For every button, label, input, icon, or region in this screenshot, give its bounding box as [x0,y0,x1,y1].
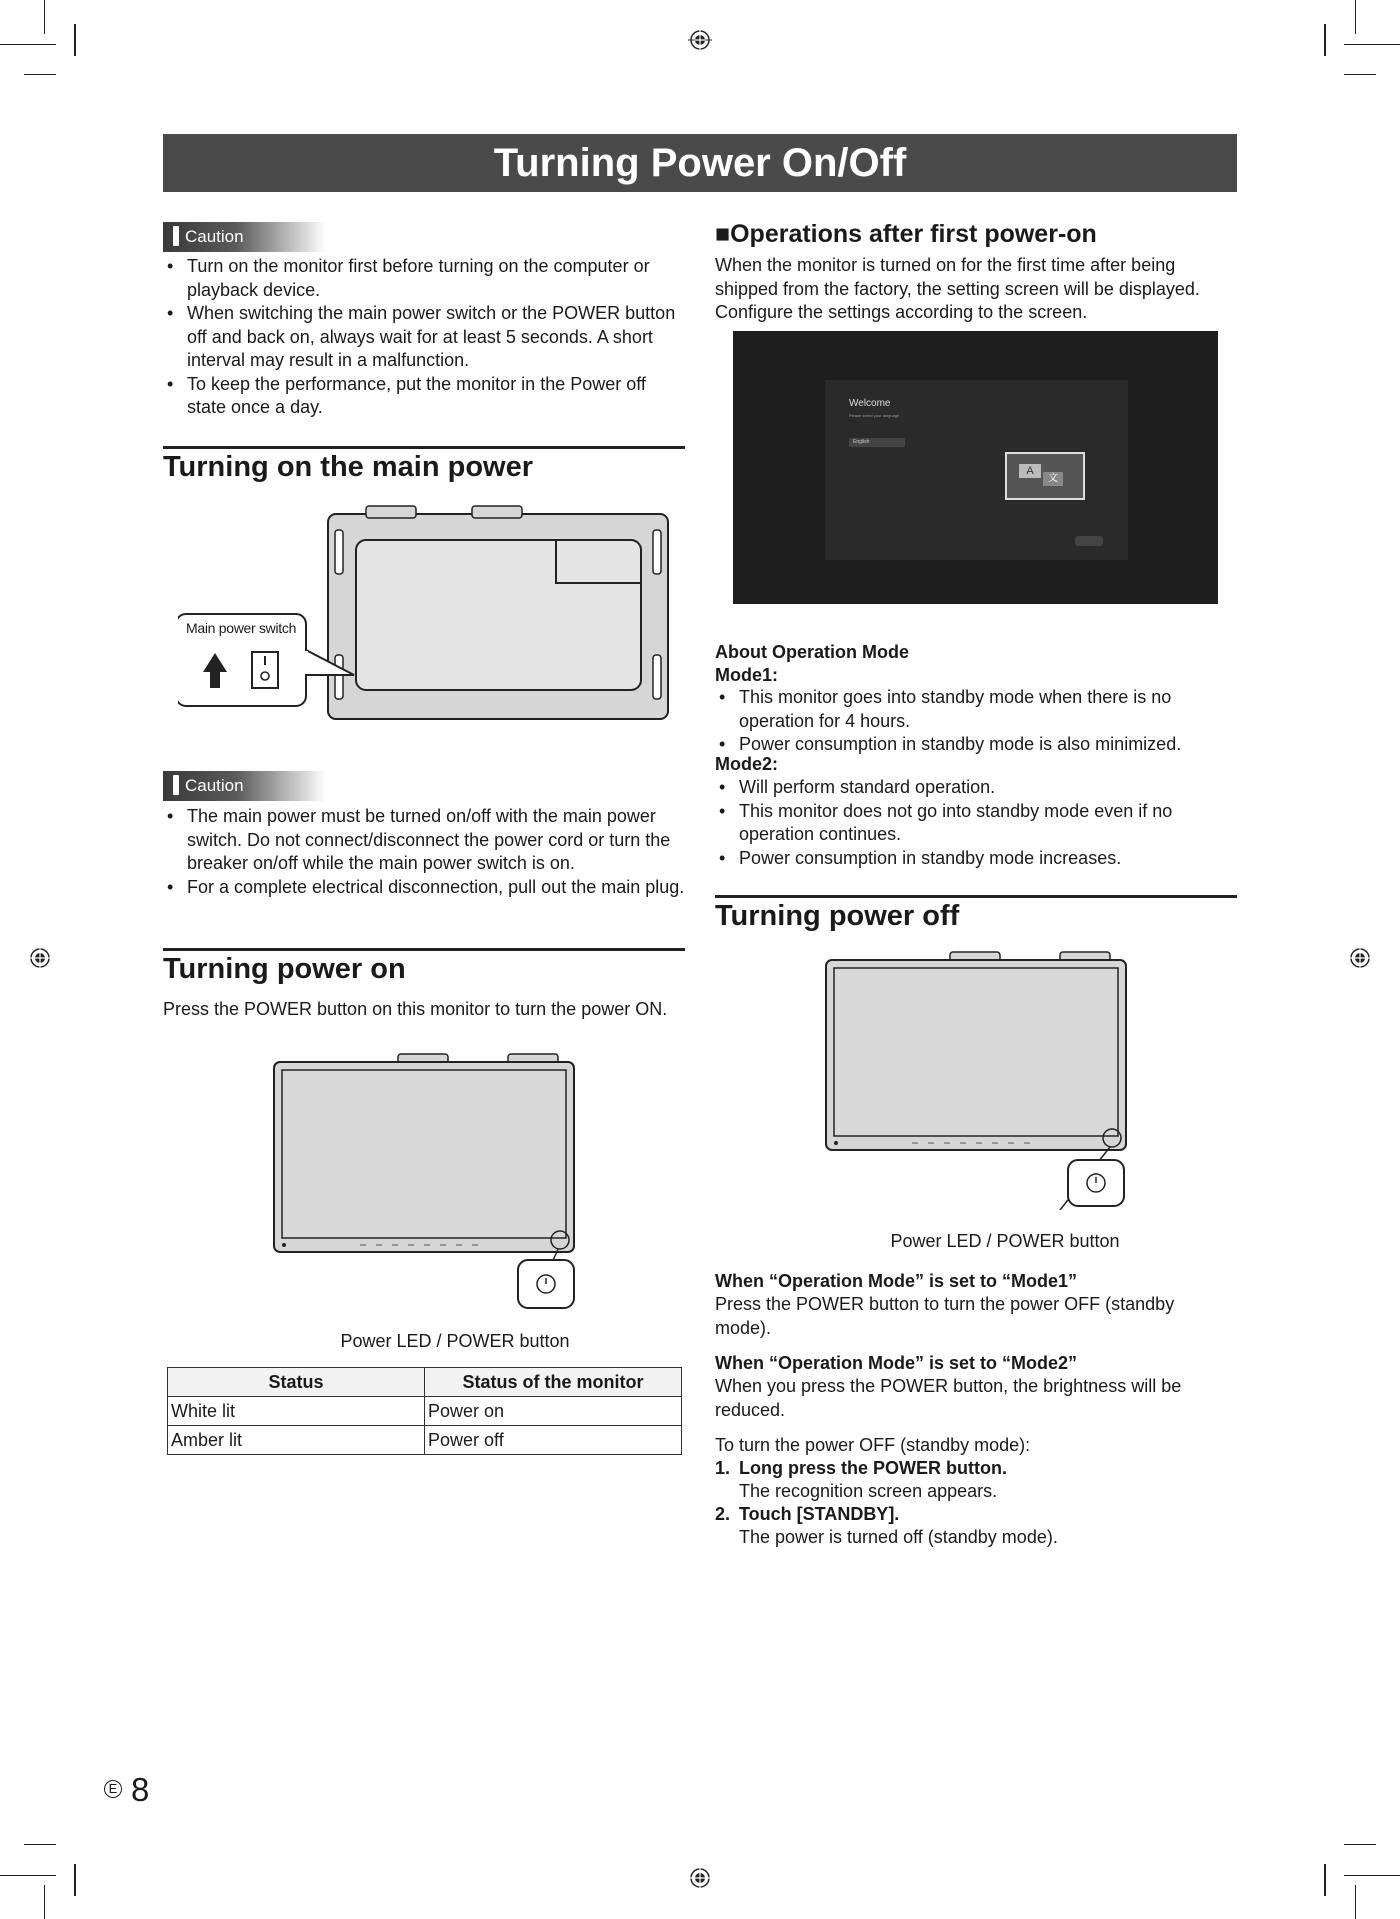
crop-mark [1344,44,1400,45]
table-row [168,1397,682,1426]
crop-mark [0,1875,56,1876]
table-cell: Power off [425,1426,682,1455]
list-item: • The main power must be turned on/off with the main power switch. Do not connect/disconnect the power cord or turn the breaker on/off while the main power switch is on. [163,805,685,876]
crop-mark [74,24,76,56]
setup-dialog [825,380,1128,560]
crop-mark [24,1844,56,1845]
page-title: Turning Power On/Off [163,134,1237,192]
next-button[interactable] [1075,536,1103,546]
crop-mark [0,44,56,45]
region-letter: E [108,1781,118,1796]
table-cell: Amber lit [168,1426,425,1455]
crop-mark [1344,1844,1376,1845]
language-select[interactable] [849,438,905,447]
crop-mark [1355,1885,1356,1919]
crop-mark [1324,1864,1326,1896]
mode1-off-text: Press the POWER button to turn the power OFF (standby mode). [715,1294,1175,1338]
mode1-label: Mode1: [715,665,778,685]
crop-mark [74,1864,76,1896]
list-item: • This monitor does not go into standby mode even if no operation continues. [715,800,1235,847]
mode1-off-heading: When “Operation Mode” is set to “Mode1” [715,1271,1078,1291]
registration-mark-icon [1348,946,1372,970]
mode1-list [715,686,1235,757]
power-led-caption: Power LED / POWER button [890,1231,1120,1251]
caution-badge [163,222,326,252]
crop-mark [44,0,45,34]
power-on-text: Press the POWER button on this monitor to turn the power ON. [163,999,668,1019]
first-power-on-text: When the monitor is turned on for the first time after being shipped from the factory, the setting screen will be displayed. Configure the settings according to the screen. [715,255,1200,322]
standby-steps [715,1457,1235,1549]
power-led-caption: Power LED / POWER button [340,1331,570,1351]
section-heading-power-off: Turning power off [715,895,1237,933]
list-item: • Turn on the monitor first before turning on the computer or playback device. [163,255,683,302]
list-item: • To keep the performance, put the monitor in the Power off state once a day. [163,373,683,420]
list-item: • For a complete electrical disconnection, pull out the main plug. [163,876,685,900]
caution-badge [163,771,326,801]
step-desc: The recognition screen appears. [739,1481,998,1501]
crop-mark [1344,74,1376,75]
crop-mark [24,74,56,75]
table-header: Status of the monitor [425,1368,682,1397]
status-table [167,1367,682,1455]
welcome-subtitle: Please select your language [849,413,900,418]
list-item: • Power consumption in standby mode is also minimized. [715,733,1235,757]
crop-mark [1344,1875,1400,1876]
caution-list [163,805,685,899]
table-cell: Power on [425,1397,682,1426]
mode2-label: Mode2: [715,754,778,774]
caution-list [163,255,683,420]
list-item: • This monitor goes into standby mode when there is no operation for 4 hours. [715,686,1235,733]
operation-mode-heading: About Operation Mode [715,642,909,662]
page-number: 8 [131,1771,150,1808]
table-row [168,1426,682,1455]
mode2-list [715,776,1235,870]
standby-intro: To turn the power OFF (standby mode): [715,1435,1031,1455]
monitor-rear-illustration [178,500,678,725]
welcome-title: Welcome [849,398,891,409]
language-icon [1005,452,1085,500]
table-header-row [168,1368,682,1397]
caution-label: Caution [185,227,244,246]
section-heading-power-on: Turning power on [163,948,685,986]
language-icon-b: 文 [1043,472,1063,486]
registration-mark-icon [688,28,712,52]
caution-label: Caution [185,776,244,795]
exclamation-icon [173,226,179,246]
monitor-front-illustration [270,1050,590,1312]
step-title: Touch [STANDBY]. [739,1504,900,1524]
step-item [715,1503,1235,1549]
step-title: Long press the POWER button. [739,1458,1007,1478]
language-select-value: English [853,439,870,445]
mode2-off-text: When you press the POWER button, the brightness will be reduced. [715,1376,1182,1420]
step-number: 1. [715,1458,731,1478]
exclamation-icon [173,775,179,795]
mode2-off-heading: When “Operation Mode” is set to “Mode2” [715,1353,1078,1373]
crop-mark [1324,24,1326,56]
language-icon-a: A [1019,464,1041,478]
list-item: • When switching the main power switch or the POWER button off and back on, always wait for at least 5 seconds. A short interval may result in a malfunction. [163,302,683,373]
table-cell: White lit [168,1397,425,1426]
step-number: 2. [715,1504,731,1524]
registration-mark-icon [28,946,52,970]
section-heading-main-power: Turning on the main power [163,446,685,484]
section-heading-first-power-on: ■Operations after first power-on [715,220,1097,248]
list-item: • Power consumption in standby mode increases. [715,847,1235,871]
list-item: • Will perform standard operation. [715,776,1235,800]
table-header: Status [168,1368,425,1397]
crop-mark [1355,0,1356,34]
main-power-switch-label: Main power switch [186,620,297,636]
region-badge [104,1780,122,1798]
crop-mark [44,1885,45,1919]
step-desc: The power is turned off (standby mode). [739,1527,1058,1547]
registration-mark-icon [688,1866,712,1890]
monitor-front-illustration [822,948,1142,1210]
setup-screen-image [733,331,1218,604]
step-item [715,1457,1235,1503]
